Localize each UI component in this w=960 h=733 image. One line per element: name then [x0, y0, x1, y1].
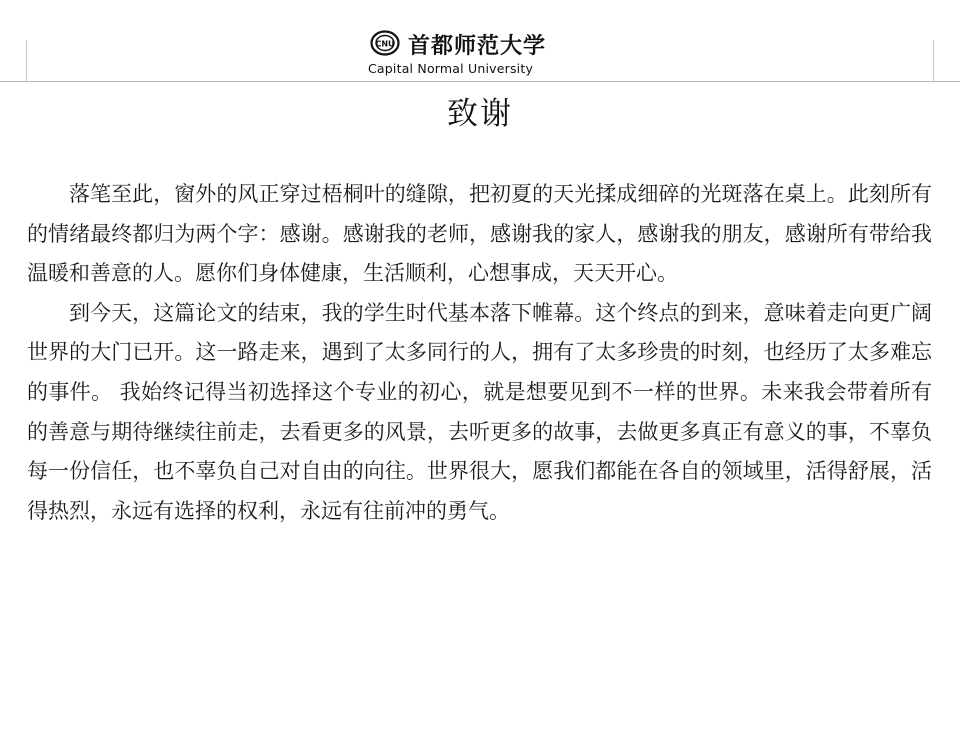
university-name-en: Capital Normal University [368, 61, 534, 76]
university-name-cn: 首都师范大学 [408, 33, 547, 59]
header-rule-right [933, 40, 934, 82]
university-seal-icon [370, 30, 400, 56]
paragraph: 落笔至此，窗外的风正穿过梧桐叶的缝隙，把初夏的天光揉成细碎的光斑落在桌上。此刻所有的情绪最终都归为两个字：感谢。感谢我的老师，感谢我的家人，感谢我的朋友，感谢所有带给我温暖和善意的人。愿你们身体健康，生活顺利，心想事成，天天开心。 [27, 182, 932, 286]
paragraph: 到今天，这篇论文的结束，我的学生时代基本落下帷幕。这个终点的到来，意味着走向更广阔世界的大门已开。这一路走来，遇到了太多同行的人，拥有了太多珍贵的时刻，也经历了太多难忘的事件。 我始终记得当初选择这个专业的初心，就是想要见到不一样的世界。未来我会带着所有的善意与期待继续往前走，去看更多的风景，去听更多的故事，去做更多真正有意义的事，不辜负每一份信任，也不辜负自己对自由的向往。世界很大，愿我们都能在各自的领域里，活得舒展，活得热烈，永远有选择的权利，永远有往前冲的勇气。 [27, 300, 932, 523]
university-logo [368, 28, 598, 80]
svg-text:CNU: CNU [375, 39, 395, 49]
header-rule [0, 81, 960, 82]
acknowledgement-body [27, 175, 932, 531]
page-title: 致谢 [447, 96, 513, 132]
page-header [0, 0, 960, 86]
header-rule-left [26, 40, 27, 82]
